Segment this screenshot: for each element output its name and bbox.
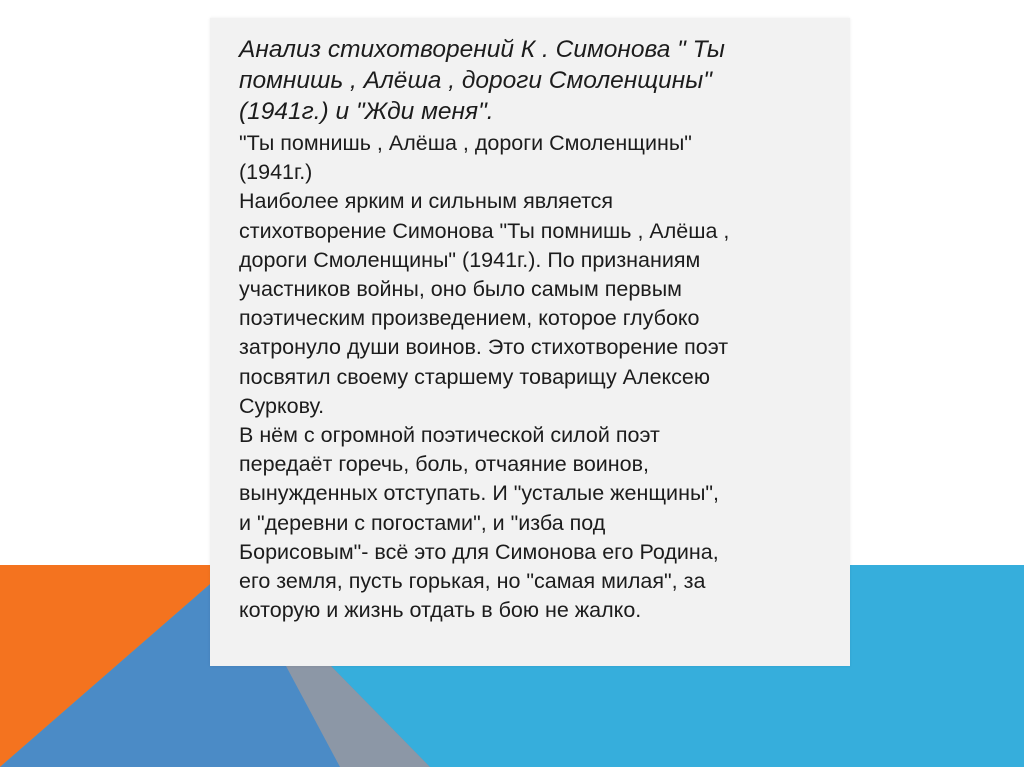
body-line: передаёт горечь, боль, отчаяние воинов, (239, 452, 650, 477)
slide-text (239, 34, 839, 625)
body-line: которую и жизнь отдать в бою не жалко. (239, 598, 642, 623)
body-line: Борисовым"- всё это для Симонова его Родина, (239, 539, 719, 564)
body-line: его земля, пусть горькая, но "самая милая", за (239, 569, 706, 594)
body-line: Наиболее ярким и сильным является (239, 189, 614, 214)
body-line: и "деревни с погостами", и "изба под (239, 510, 606, 535)
body-line: поэтическим произведением, которое глубоко (239, 306, 700, 331)
body-line: затронуло души воинов. Это стихотворение поэт (239, 335, 729, 360)
body-line: (1941г.) (239, 160, 313, 185)
body-line: В нём с огромной поэтической силой поэт (239, 423, 660, 448)
slide-title-line-3: (1941г.) и "Жди меня". (239, 98, 494, 125)
body-line: вынужденных отступать. И "усталые женщины", (239, 481, 720, 506)
body-line: участников войны, оно было самым первым (239, 277, 682, 302)
body-line: дороги Смоленщины" (1941г.). По признаниям (239, 247, 701, 272)
slide-title-line-1: Анализ стихотворений К . Симонова " Ты (239, 36, 725, 63)
slide-title-line-2: помнишь , Алёша , дороги Смоленщины" (239, 67, 712, 94)
body-line: посвятил своему старшему товарищу Алексею (239, 364, 711, 389)
body-line: "Ты помнишь , Алёша , дороги Смоленщины" (239, 131, 692, 155)
body-line: Суркову. (239, 393, 325, 418)
body-line: стихотворение Симонова "Ты помнишь , Алёша , (239, 218, 730, 243)
